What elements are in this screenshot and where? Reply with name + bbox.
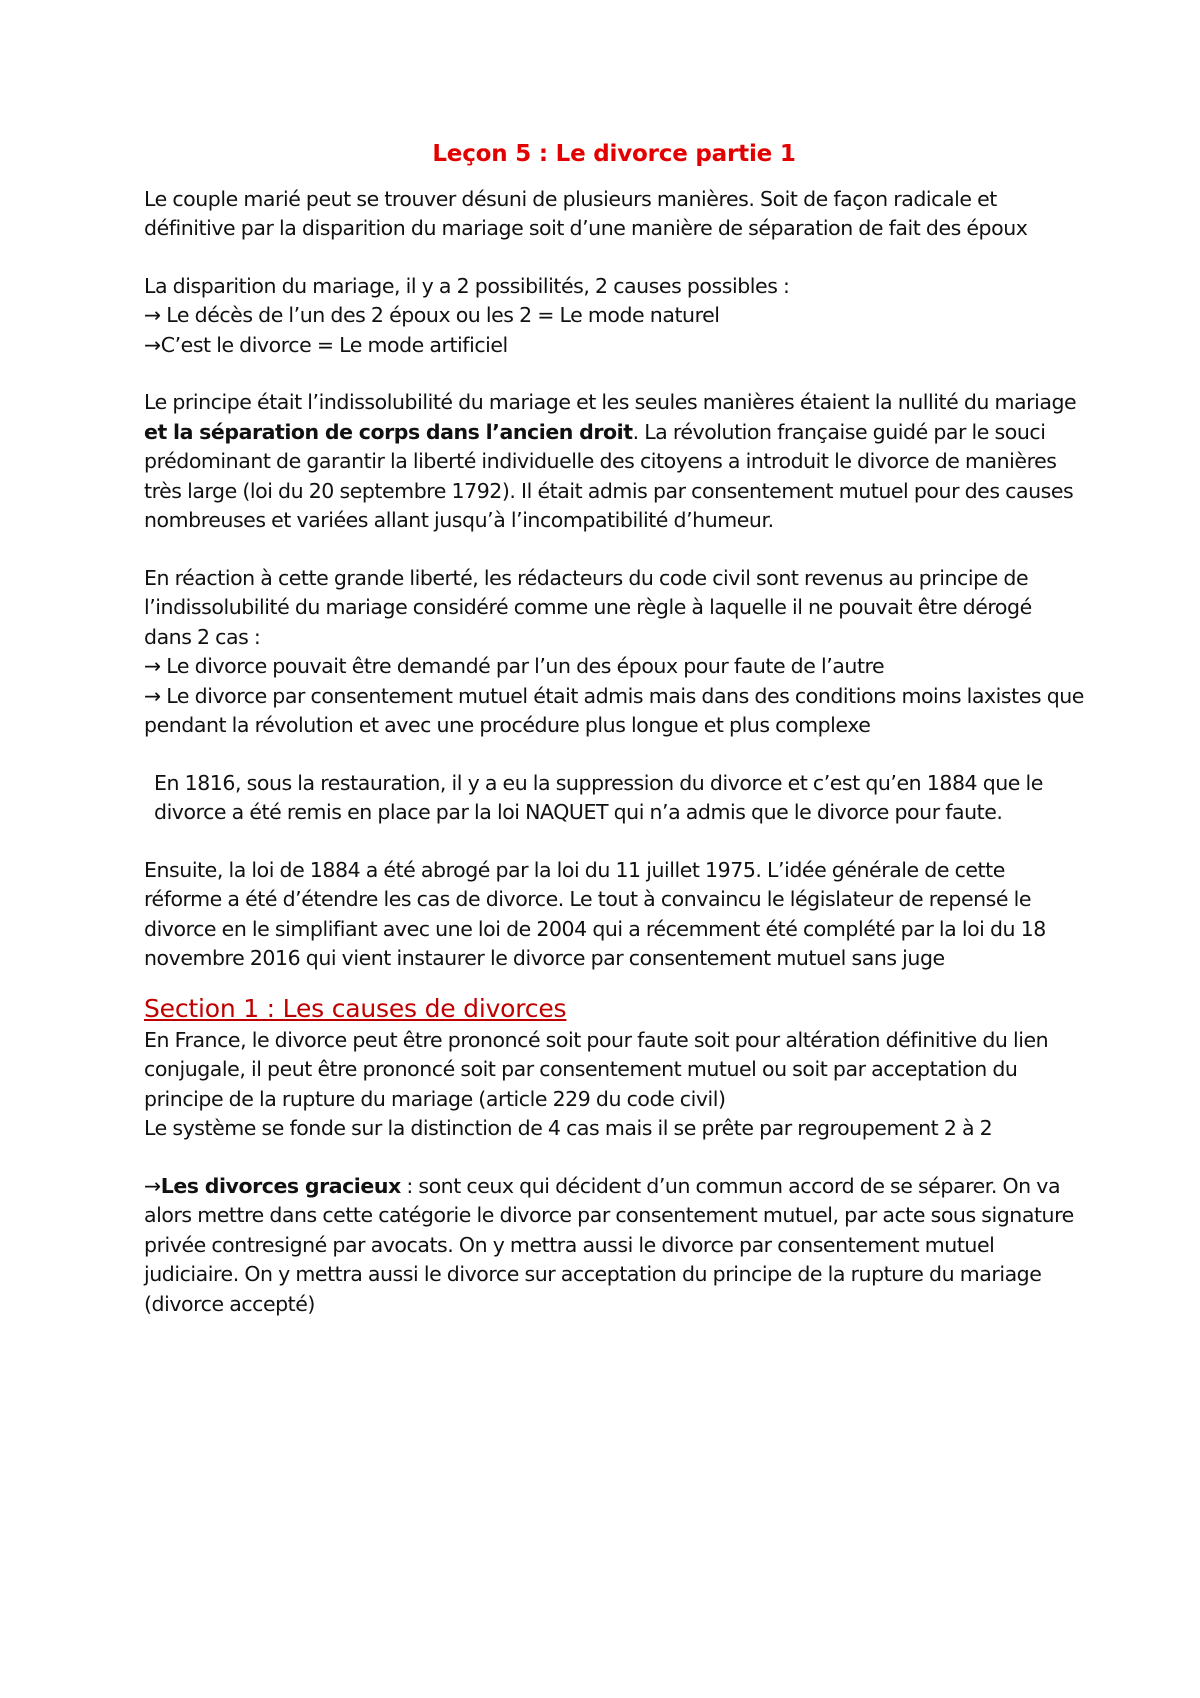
list-item-text: Le décès de l’un des 2 époux ou les 2 = Le mode naturel (160, 303, 720, 327)
ensuite-paragraph: Ensuite, la loi de 1884 a été abrogé par la loi du 11 juillet 1975. L’idée générale de cette réforme a été d’étendre les cas de divorce. Le tout à convaincu le législateur de repensé le divorce en le simplifiant avec une loi de 2004 qui a récemment été complété par la loi du 18 novembre 2016 qui vient instaurer le divorce par consentement mutuel sans juge (144, 857, 1046, 970)
section1-paragraph-1: En France, le divorce peut être prononcé soit pour faute soit pour altération définitive du lien conjugale, il peut être prononcé soit par consentement mutuel ou soit par acceptation du principe de la rupture du mariage (article 229 du code civil) (144, 1027, 1049, 1111)
principe-text-2: . La révolution française guidé par le souci prédominant de garantir la liberté individuelle des citoyens a introduit le divorce de manières très large (loi du 20 septembre 1792). Il était admis par consentement mutuel pour des causes nombreuses et variées allant jusqu’à l’incompatibilité d’humeur. (144, 419, 1074, 532)
restauration-paragraph: En 1816, sous la restauration, il y a eu la suppression du divorce et c’est qu’en 1884 que le divorce a été remis en place par la loi NAQUET qui n’a admis que le divorce pour faute. (154, 770, 1043, 824)
list-item (144, 301, 1084, 331)
disparition-lead: La disparition du mariage, il y a 2 possibilités, 2 causes possibles : (144, 273, 790, 298)
principe-bold-text: et la séparation de corps dans l’ancien droit (144, 419, 633, 444)
gracieux-text: : sont ceux qui décident d’un commun accord de se séparer. On va alors mettre dans cette catégorie le divorce par consentement mutuel, par acte sous signature privée contresigné par avocats. On y mettra aussi le divorce par consentement mutuel judiciaire. On y mettra aussi le divorce sur acceptation du principe de la rupture du mariage (divorce accepté) (144, 1173, 1074, 1316)
intro-paragraph: Le couple marié peut se trouver désuni de plusieurs manières. Soit de façon radicale et définitive par la disparition du mariage soit d’une manière de séparation de fait des époux (144, 186, 1028, 240)
arrow-right-icon: → (144, 332, 161, 357)
gracieux-paragraph (144, 1172, 1084, 1320)
document-body (144, 140, 1084, 1319)
section1-paragraph-2: Le système se fonde sur la distinction de 4 cas mais il se prête par regroupement 2 à 2 (144, 1116, 993, 1140)
arrow-right-icon: → (144, 303, 161, 327)
principe-paragraph (144, 388, 1084, 536)
list-item-text: Le divorce par consentement mutuel était admis mais dans des conditions moins laxistes que pendant la révolution et avec une procédure plus longue et plus complexe (144, 683, 1084, 737)
principe-text-1: Le principe était l’indissolubilité du mariage et les seules manières étaient la nullité du mariage (144, 390, 1077, 414)
list-item-text: Le divorce pouvait être demandé par l’un des époux pour faute de l’autre (160, 654, 885, 678)
disparition-block (144, 272, 1084, 361)
gracieux-bold-text: Les divorces gracieux (160, 1173, 401, 1198)
reaction-block (144, 564, 1084, 741)
list-item (144, 331, 1084, 361)
arrow-right-icon: → (144, 1173, 161, 1198)
section1-body (144, 1026, 1084, 1144)
section-heading: Section 1 : Les causes de divorces (144, 993, 567, 1023)
page-title: Leçon 5 : Le divorce partie 1 (432, 141, 796, 167)
reaction-lead: En réaction à cette grande liberté, les rédacteurs du code civil sont revenus au principe de l’indissolubilité du mariage considéré comme une règle à laquelle il ne pouvait être dérogé dans 2 cas : (144, 565, 1032, 649)
arrow-right-icon: → (144, 654, 161, 678)
list-item (144, 682, 1084, 741)
list-item-text: C’est le divorce = Le mode artificiel (160, 332, 508, 357)
list-item (144, 652, 1084, 682)
arrow-right-icon: → (144, 683, 161, 708)
